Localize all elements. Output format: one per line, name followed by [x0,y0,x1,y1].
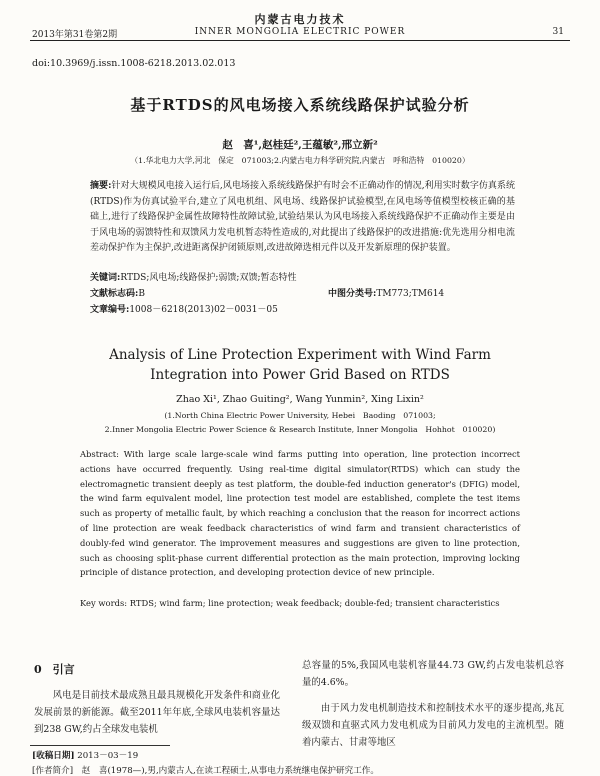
keywords-en [80,596,520,611]
author-bio: [作者简介] 赵 喜(1978—),男,内蒙古人,在读工程硕士,从事电力系统继电保护研究工作。 [32,766,379,776]
abstract-cn-label: 摘要: [90,181,112,191]
received-value: 2013－03－19 [77,751,139,761]
title-cn: 基于RTDS的风电场接入系统线路保护试验分析 [130,96,470,114]
document-code [90,286,145,299]
keywords-cn-text: RTDS;风电场;线路保护;弱馈;双馈;暂态特性 [120,273,297,283]
received-label: [收稿日期] [32,751,75,761]
article-number [90,302,278,315]
section-heading-intro [34,661,75,677]
title-en-line1: Analysis of Line Protection Experiment with Wind Farm [109,347,491,363]
article-number-value: 1008－6218(2013)02－0031－05 [129,305,278,315]
keywords-cn-label: 关键词: [90,273,121,283]
abstract-en-label: Abstract: [80,449,119,459]
abstract-en [80,447,520,580]
title-en [0,345,600,385]
classification-label: 中图分类号: [328,289,377,299]
affiliation-en-2: 2.Inner Mongolia Electric Power Science & Research Institute, Inner Mongolia Hohhot 010020) [104,425,496,434]
abstract-cn-text: 针对大规模风电接入运行后,风电场接入系统线路保护有时会不正确动作的情况,利用实时数字仿真系统(RTDS)作为仿真试验平台,建立了风电机组、风电场、线路保护试验模型,在风电场等值模型校核正确的基础上,进行了线路保护金属性故障特性故障试验,试验结果认为风电场接入系统线路保护不正确动作主要是由于风电场的弱馈特性和双馈风力发电机暂态特性造成的,对此提出了线路保护的改进措施:优先选用分相电流差动保护作为主保护,改进距离保护闭锁原则,改进故障选相元件以及开发新原理的保护装置。 [90,181,515,253]
doi: doi:10.3969/j.issn.1008-6218.2013.02.013 [32,58,236,69]
abstract-en-text: With large scale large-scale wind farms putting into operation, line protection incorrect actions have occurred frequently. Using real-time digital simulator(RTDS) which can study the electromagnetic transient deeply as test platform, the double-fed induction generator's (DFIG) model, the wind farm equivalent model, line protection test model are established, complete the test items such as property of metallic fault, by which reaching a conclusion that the reason for incorrect actions of line protection are weak feedback characteristics of wind farm and transient characteristics of doubly-fed wind generator. The improvement measures and suggestions are given to line protection, such as choosing split-phase current differential protection as the main protection, improving locking principle of distance protection, and developing protection device of new principle. [80,449,521,578]
keywords-en-label: Key words: [80,598,128,608]
received-date [32,749,138,761]
document-code-label: 文献标志码: [90,289,139,299]
issue-info: 2013年第31卷第2期 [32,30,118,40]
abstract-cn [90,179,515,257]
keywords-cn [90,270,297,283]
classification-value: TM773;TM614 [376,289,445,299]
header-rule [30,40,570,41]
classification-number [328,286,444,299]
keywords-en-text: RTDS; wind farm; line protection; weak feedback; double-fed; transient characteristics [129,598,500,608]
section-title: 引言 [52,663,75,676]
journal-name-cn: 内蒙古电力技术 [254,13,346,26]
journal-name-en: INNER MONGOLIA ELECTRIC POWER [194,27,406,37]
article-number-label: 文章编号: [90,305,130,315]
affiliation-en-1: (1.North China Electric Power University, Hebei Baoding 071003; [164,411,436,420]
document-code-value: B [138,289,145,299]
affiliations-cn: （1.华北电力大学,河北 保定 071003;2.内蒙古电力科学研究院,内蒙古 呼和浩特 010020） [130,156,470,165]
authors-cn: 赵 喜¹,赵桂廷²,王蕴敏²,邢立新² [222,139,378,151]
intro-paragraph-col2: 由于风力发电机制造技术和控制技术水平的逐步提高,兆瓦级双馈和直驱式风力发电机成为目前风力发电的主流机型。随着内蒙古、甘肃等地区 [302,703,564,748]
authors-en: Zhao Xi¹, Zhao Guiting², Wang Yunmin², Xing Lixin² [176,394,424,405]
footnote-rule [30,745,170,746]
intro-paragraph-col1: 风电是目前技术最成熟且最具规模化开发条件和商业化发展前景的新能源。截至2011年年底,全球风电装机容量达到238 GW,约占全球发电装机 [34,690,280,735]
page-number: 31 [552,27,564,37]
intro-paragraph-col2-continuation: 总容量的5%,我国风电装机容量44.73 GW,约占发电装机总容量的4.6%。 [302,660,564,688]
title-en-line2: Integration into Power Grid Based on RTDS [150,367,450,383]
section-number: 0 [34,663,42,676]
